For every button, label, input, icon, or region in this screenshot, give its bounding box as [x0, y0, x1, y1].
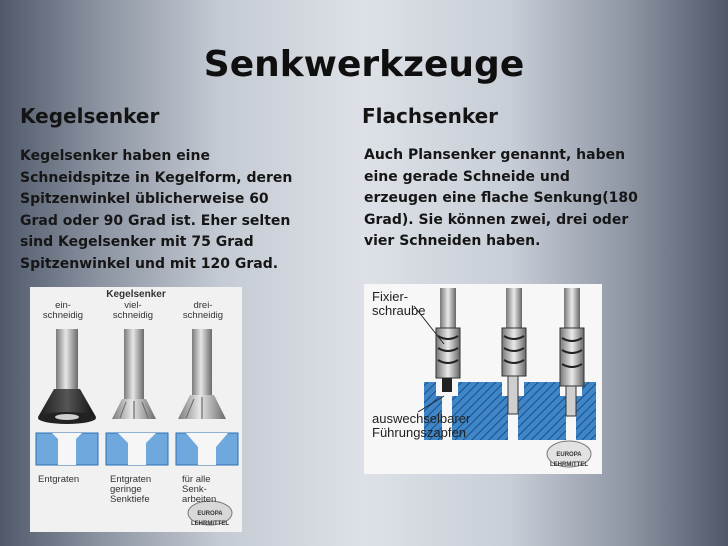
col-label-viel: viel- schneidig: [112, 300, 154, 321]
flachsenker-figure: [364, 284, 602, 474]
text-line: Kegelsenker haben eine: [20, 148, 210, 164]
tool1-hole: [55, 414, 79, 420]
kegelsenker-text: [20, 146, 292, 276]
label-fixierschraube: Fixier- schraube: [372, 289, 426, 318]
text-line: Auch Plansenker genannt, haben: [364, 147, 626, 163]
figure-header-kegelsenker: Kegelsenker: [106, 289, 166, 300]
heading-flachsenker: Flachsenker: [362, 104, 499, 128]
text-line: eine gerade Schneide und: [364, 168, 570, 185]
text-line: vier Schneiden haben.: [364, 233, 541, 250]
text-line: Schneidspitze in Kegelform, deren: [20, 169, 293, 186]
text-line: sind Kegelsenker mit 75 Grad: [20, 234, 254, 251]
caption-alle-senkarbeiten: für alle Senk- arbeiten: [182, 474, 217, 505]
text-line: erzeugen eine flache Senkung(180: [364, 190, 638, 207]
kegelsenker-figure: [30, 287, 242, 532]
flachsenker-text: [364, 145, 638, 253]
logo-text: EUROPA LEHRMITTEL: [191, 511, 229, 527]
text-line: Grad oder 90 Grad ist. Eher selten: [20, 212, 291, 229]
tool1-shank: [56, 329, 78, 389]
col-label-drei: drei- schneidig: [182, 300, 224, 321]
text-line: Spitzenwinkel und mit 120 Grad.: [20, 255, 279, 272]
slide-title: Senkwerkzeuge: [203, 44, 525, 85]
label-fuehrungszapfen: auswechselbarer Führungszapfen: [372, 411, 471, 440]
tool3-shank: [192, 329, 212, 395]
logo-text-right: EUROPA LEHRMITTEL: [550, 452, 588, 468]
heading-kegelsenker: Kegelsenker: [20, 104, 160, 128]
caption-entgraten-gering: Entgraten geringe Senktiefe: [110, 474, 152, 505]
tool2-shank: [124, 329, 144, 399]
text-line: Spitzenwinkel üblicherweise 60: [20, 191, 269, 208]
text-line: Grad). Sie können zwei, drei oder: [364, 211, 629, 228]
workpiece-sections: [36, 433, 238, 465]
col-label-ein: ein- schneidig: [42, 300, 84, 321]
caption-entgraten: Entgraten: [38, 474, 80, 485]
